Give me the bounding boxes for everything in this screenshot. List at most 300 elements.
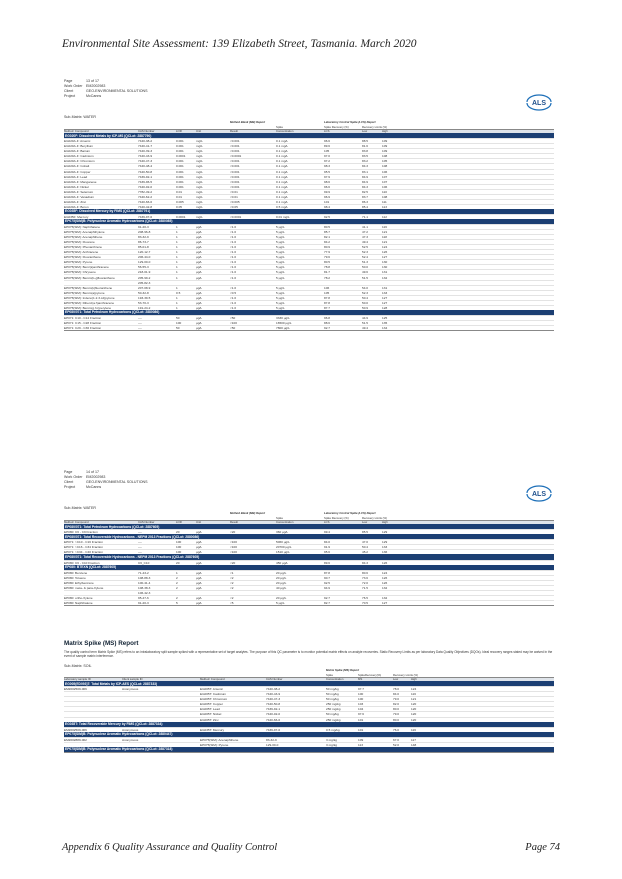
table-cell: 78.2 (324, 275, 331, 280)
table-cell: EG005T: Chromium (200, 697, 228, 702)
table-cell: <1 (230, 570, 234, 575)
table-cell: 1 (176, 275, 178, 280)
meta-key: Page (64, 470, 73, 474)
table-cell: µg/L (196, 255, 203, 260)
table-cell: 86-73-7 (138, 240, 149, 245)
table-cell: 129 (382, 530, 388, 535)
meta-value: 13 of 17 (86, 79, 99, 83)
table-cell: 108-88-3 (138, 575, 151, 580)
meta-row (64, 94, 148, 99)
table-cell: µg/L (196, 575, 203, 580)
table-cell: µg/L (196, 305, 203, 310)
table-cell: <0.0001 (230, 154, 242, 159)
table-cell: <1.0 (230, 300, 237, 305)
group-title: EG035F: Dissolved Mercury by FIMS (QCLot: 2887791) (65, 209, 151, 214)
qc-table-page14 (64, 511, 554, 606)
table-cell: µg/L (196, 545, 203, 550)
table-cell: 7439-97-6 (266, 727, 281, 732)
table-cell: 191-24-2 (138, 305, 151, 310)
table-cell: EM2002889-002 (64, 737, 87, 742)
table-cell: 0.5 mg/kg (326, 727, 340, 732)
table-cell: EG020A-F: Lead (64, 174, 88, 179)
table-cell: 49.4 (362, 325, 369, 330)
table-cell: 250 mg/kg (326, 702, 341, 707)
table-cell: EG020A-F: Vanadium (64, 194, 95, 199)
als-logo (524, 484, 554, 501)
table-cell: EG020A-F: Cobalt (64, 164, 90, 169)
table-cell: 84.3 (362, 184, 369, 189)
table-cell: EG020A-F: Nickel (64, 184, 89, 189)
table-cell: 7440-43-9 (138, 154, 153, 159)
table-cell: 56-55-3 (138, 265, 149, 270)
table-cell: <0.0001 (230, 214, 242, 219)
table-cell: 85.7 (324, 230, 331, 235)
table-cell: 208-96-8 (138, 230, 151, 235)
table-cell: 124 (382, 570, 388, 575)
table-cell: EP075(SIM): Acenaphthene (200, 737, 239, 742)
table-cell: EG020A-F: Beryllium (64, 144, 94, 149)
column-header: Client sample ID (122, 677, 143, 682)
table-cell: µg/L (196, 560, 203, 565)
table-cell: 0.0001 (176, 154, 186, 159)
table-cell: µg/L (196, 250, 203, 255)
table-cell: 16500 µg/L (276, 320, 292, 325)
table-cell: 105 (382, 159, 388, 164)
table-cell: 80.9 (324, 245, 331, 250)
table-cell: 108 (382, 194, 388, 199)
column-header: Laboratory sample ID (64, 677, 91, 682)
column-header: High (411, 677, 417, 682)
table-cell: 49.4 (362, 240, 369, 245)
table-cell: 76.0 (393, 727, 400, 732)
page-meta (64, 79, 148, 99)
table-cell: 79.0 (393, 712, 400, 717)
table-cell: 83.2 (362, 159, 369, 164)
meta-value: EM2002983 (86, 83, 106, 88)
table-cell: µg/L (196, 270, 203, 275)
table-cell: 96.9 (324, 194, 331, 199)
table-cell: 126 (382, 575, 388, 580)
table-cell: 7782-49-2 (138, 189, 153, 194)
table-cell: 2 (176, 580, 178, 585)
table-cell: µg/L (196, 570, 203, 575)
table-cell: 5 µg/L (276, 245, 285, 250)
table-cell: 116 (382, 225, 387, 230)
table-cell: 52.3 (362, 250, 369, 255)
table-cell: 1 (176, 260, 178, 265)
table-cell: 110 (382, 189, 387, 194)
table-cell: 20 µg/L (276, 570, 287, 575)
table-cell: 0.005 (176, 199, 184, 204)
table-cell: 7439-92-1 (266, 707, 281, 712)
table-cell: µg/L (196, 325, 203, 330)
table-cell: <100 (230, 320, 237, 325)
table-cell: 85.5 (362, 530, 369, 535)
table-cell: 89.6 (324, 144, 331, 149)
group-title: EP080/071: Total Recoverable Hydrocarbons - NEPM 2013 Fractions (QCLot: 2880086) (65, 534, 200, 539)
table-cell: EP075(SIM): Benzo(g.h.i)perylene (64, 305, 112, 310)
table-cell: <1.0 (230, 230, 237, 235)
table-cell: 0.1 mg/L (276, 139, 289, 144)
table-cell: 0.1 mg/L (276, 154, 289, 159)
table-cell: 0.1 mg/L (276, 184, 289, 189)
column-header: CAS Number (266, 677, 283, 682)
table-cell: 7440-02-0 (266, 712, 281, 717)
table-cell: 1 (176, 250, 178, 255)
table-cell: <2 (230, 575, 234, 580)
table-cell: 125 (382, 315, 388, 320)
table-cell: 0.1 mg/L (276, 159, 289, 164)
table-cell: 82.7 (324, 600, 331, 605)
table-cell: 100 (358, 692, 364, 697)
group-title: EP080/071: Total Petroleum Hydrocarbons (QCLot: 2887605) (65, 524, 160, 529)
table-cell: 51.3 (362, 260, 369, 265)
table-cell: 0.01 (176, 194, 183, 199)
table-cell: 360 µg/L (276, 530, 289, 535)
table-cell: 53-70-3 (138, 300, 149, 305)
table-cell: 47.3 (362, 235, 369, 240)
table-cell: mg/L (196, 204, 203, 209)
matrix-spike-title: Matrix Spike (MS) Report (64, 640, 139, 647)
table-cell: 92.5 (324, 214, 331, 219)
table-cell: 20700 µg/L (276, 545, 292, 550)
table-cell: 0.1 mg/L (276, 179, 289, 184)
table-cell: 50 mg/kg (326, 697, 339, 702)
table-cell: ---- (138, 325, 143, 330)
table-cell: 120 (411, 702, 417, 707)
table-cell: mg/L (196, 164, 203, 169)
column-header: LCS (324, 520, 330, 525)
table-cell: µg/L (196, 240, 203, 245)
table-cell: 85.4 (362, 204, 369, 209)
table-cell: 99.9 (324, 189, 331, 194)
table-cell: 101 (358, 727, 364, 732)
column-header: Unit (196, 520, 201, 525)
table-cell: 0.001 (176, 149, 184, 154)
column-header: Concentration (276, 129, 294, 134)
table-cell: 0.001 (176, 164, 184, 169)
table-cell: 83.7 (362, 194, 369, 199)
table-cell: 0.1 mg/L (276, 189, 289, 194)
column-header: CAS Number (138, 129, 155, 134)
table-cell: 0.001 (176, 159, 184, 164)
table-cell: EP075(SIM): Acenaphthene (64, 235, 103, 240)
table-cell: 50.4 (362, 545, 369, 550)
table-cell: 1 (176, 235, 178, 240)
table-cell: EG005T: Zinc (200, 717, 219, 722)
table-cell: 1 (176, 270, 178, 275)
table-cell: 124 (382, 245, 388, 250)
table-cell: 0.01 (176, 189, 183, 194)
table-cell: EP071: C29 - C36 Fraction (64, 325, 102, 330)
table-cell: <0.001 (230, 179, 240, 184)
table-cell: 0.1 mg/L (276, 194, 289, 199)
table-cell: <0.005 (230, 199, 240, 204)
table-cell: 73.6 (362, 575, 369, 580)
table-cell: 3 mg/kg (326, 737, 338, 742)
table-cell: 106 (382, 169, 388, 174)
table-cell: 90.7 (324, 575, 331, 580)
group-title: EG035T: Total Recoverable Mercury by FIMS (QCLot: 2887334) (65, 722, 163, 727)
table-cell: <100 (230, 550, 237, 555)
table-cell: Anonymous (122, 737, 139, 742)
table-cell: 5 µg/L (276, 285, 285, 290)
column-header: Result (230, 520, 238, 525)
table-cell: 3 mg/kg (326, 742, 338, 747)
column-header: Spike (326, 672, 333, 677)
table-cell: 82.5 (362, 189, 369, 194)
table-cell: mg/L (196, 214, 203, 219)
table-cell: 7439-97-6 (138, 214, 153, 219)
table-cell: 7440-38-2 (266, 687, 281, 692)
column-header: Method Blank (MB) Report (230, 120, 266, 125)
table-cell: 120 (411, 717, 417, 722)
table-cell: 205-82-3 (138, 280, 151, 285)
table-cell: EG005T: Cadmium (200, 692, 227, 697)
table-cell: 87.8 (324, 570, 331, 575)
table-cell: 206-44-0 (138, 255, 151, 260)
table-cell: EP075(SIM): Anthracene (64, 250, 99, 255)
table-cell: 92.7 (324, 595, 331, 600)
table-cell: 5060 µg/L (276, 540, 290, 545)
table-cell: 96.6 (324, 139, 331, 144)
meta-key: Work Order (64, 83, 83, 88)
table-cell: EM2002509-006 (64, 687, 87, 692)
table-cell: 5 µg/L (276, 275, 285, 280)
table-cell: EG020A-F: Barium (64, 149, 91, 154)
table-cell: mg/L (196, 169, 203, 174)
table-cell: 127 (382, 295, 388, 300)
table-cell: 134 (382, 325, 388, 330)
sub-matrix-label: Sub-Matrix: WATER (64, 506, 96, 510)
table-cell: EP080: C6 - C10 Fraction (64, 560, 100, 565)
table-cell: EP071: C10 - C14 Fraction (64, 315, 102, 320)
table-cell: 87.7 (324, 305, 331, 310)
table-cell: <1.0 (230, 285, 237, 290)
table-cell: 100 (176, 320, 182, 325)
table-cell: 109 (358, 737, 364, 742)
table-cell: EP080: meta- & para-Xylene (64, 585, 104, 590)
table-cell: 96.6 (324, 184, 331, 189)
table-cell: 120 (411, 712, 417, 717)
table-cell: 106-42-3 (138, 590, 151, 595)
group-title: EP075(SIM)B: Polynuclear Aromatic Hydrocarbons (QCLot: 2880447) (65, 732, 173, 737)
table-cell: 83.1 (362, 169, 369, 174)
table-cell: <0.001 (230, 139, 240, 144)
table-cell: 7440-43-9 (266, 692, 281, 697)
table-cell: 92.7 (324, 325, 331, 330)
table-cell: 112 (382, 214, 387, 219)
table-cell: 127 (382, 255, 388, 260)
table-cell: µg/L (196, 295, 203, 300)
table-cell: EG005T: Arsenic (200, 687, 224, 692)
table-cell: EP080: Ethylbenzene (64, 580, 94, 585)
table-cell: 5 µg/L (276, 300, 285, 305)
table-cell: 97.6 (358, 712, 365, 717)
table-cell: 7440-38-2 (138, 139, 153, 144)
table-cell: 5 µg/L (276, 295, 285, 300)
meta-value: 14 of 17 (86, 470, 99, 474)
table-cell: 193-39-5 (138, 295, 151, 300)
table-cell: 78.0 (393, 687, 400, 692)
table-cell: 20 (176, 560, 180, 565)
table-cell: 92.5 (324, 580, 331, 585)
column-header: SpikeRecovery(%) (358, 672, 382, 677)
table-cell: 250 mg/kg (326, 707, 341, 712)
table-cell: <20 (230, 560, 236, 565)
table-cell: 1 (176, 570, 178, 575)
table-cell: EP080: Naphthalene (64, 600, 93, 605)
table-cell: 1 (176, 300, 178, 305)
table-cell: 105 (324, 149, 330, 154)
column-header: Recovery Limits (%) (362, 515, 388, 520)
table-cell: 98.3 (324, 164, 331, 169)
table-cell: 5 µg/L (276, 260, 285, 265)
table-cell: 83-32-9 (266, 737, 277, 742)
table-cell: 88.6 (324, 320, 331, 325)
table-cell: <0.01 (230, 194, 238, 199)
column-header: Laboratory Control Spike (LCS) Report (324, 120, 376, 125)
table-cell: EP080: C6 - C9 Fraction (64, 530, 98, 535)
table-cell: 97.9 (324, 174, 331, 179)
table-cell: EM2002509-006 (64, 727, 87, 732)
table-cell: 107 (382, 179, 388, 184)
meta-value: GEO-ENVIRONMENTAL SOLUTIONS (86, 479, 148, 484)
table-cell: EG020A-F: Arsenic (64, 139, 91, 144)
table-cell: mg/L (196, 184, 203, 189)
table-cell: 7440-39-3 (138, 149, 153, 154)
table-cell: 0.001 (176, 184, 184, 189)
table-cell: 91.9 (324, 545, 331, 550)
table-cell: 91-20-3 (138, 600, 149, 605)
table-cell: 50 mg/kg (326, 687, 339, 692)
table-cell: EP075(SIM): Benzo(k)fluoranthene (64, 285, 113, 290)
table-cell: mg/L (196, 139, 203, 144)
report-page-14 (64, 470, 554, 810)
table-cell: 0.1 mg/L (276, 174, 289, 179)
table-cell: 129 (382, 540, 388, 545)
table-cell: <1.0 (230, 295, 237, 300)
meta-key: Project (64, 484, 76, 489)
meta-value: EM2002983 (86, 474, 106, 479)
table-cell: <1.0 (230, 250, 237, 255)
table-cell: 0.001 (176, 139, 184, 144)
column-header: Recovery Limits (%) (393, 672, 419, 677)
table-cell: 50.0 (362, 300, 369, 305)
table-cell: <20 (230, 530, 236, 535)
table-cell: EG020A-F: Manganese (64, 179, 97, 184)
table-cell: 49.6 (362, 270, 369, 275)
table-cell: EP075(SIM): Pyrene (200, 742, 229, 747)
group-title: EP080/071: Total Petroleum Hydrocarbons (QCLot: 2880086) (65, 310, 160, 315)
table-cell: mg/L (196, 179, 203, 184)
table-cell: 84.3 (362, 560, 369, 565)
table-cell: EG020A-F: Zinc (64, 199, 87, 204)
table-cell: 80.5 (324, 225, 331, 230)
table-cell: EP071: >C16 - C34 Fraction (64, 545, 103, 550)
table-cell: 88.5 (362, 139, 369, 144)
table-cell: EG005T: Lead (200, 707, 220, 712)
table-cell: 100 (176, 545, 182, 550)
group-title: EG020F: Dissolved Metals by ICP-MS (QCLot: 2887790) (65, 133, 152, 138)
table-cell: 2 (176, 595, 178, 600)
table-cell: µg/L (196, 580, 203, 585)
table-cell: 7440-50-8 (266, 702, 281, 707)
table-cell: <1.0 (230, 275, 237, 280)
group-title: EP075(SIM)B: Polynuclear Aromatic Hydrocarbons (QCLot: 2887318) (65, 747, 173, 752)
table-cell: <2 (230, 580, 234, 585)
table-cell: <0.001 (230, 164, 240, 169)
table-cell: 131 (382, 270, 388, 275)
table-cell: 0.001 (176, 169, 184, 174)
footer-appendix-label: Appendix 6 Quality Assurance and Quality Control (62, 842, 278, 853)
table-cell: 100 (176, 540, 182, 545)
table-cell: <2 (230, 595, 234, 600)
column-header: Low (362, 520, 368, 525)
column-header: Method: Compound (64, 520, 89, 525)
table-cell: 1 (176, 240, 178, 245)
column-header: Method: Compound (64, 129, 89, 134)
column-header: High (382, 129, 388, 134)
table-cell: 131 (382, 285, 388, 290)
table-cell: 95.6 (324, 550, 331, 555)
meta-row (64, 485, 148, 490)
table-cell: 127 (382, 300, 388, 305)
table-cell: µg/L (196, 235, 203, 240)
table-cell: EP071: C15 - C28 Fraction (64, 320, 102, 325)
table-cell: µg/L (196, 585, 203, 590)
meta-key: Page (64, 79, 73, 83)
table-cell: EP080: Benzene (64, 570, 88, 575)
als-logo (524, 93, 554, 110)
table-cell: 250 mg/kg (326, 717, 341, 722)
table-cell: <0.5 (230, 290, 237, 295)
column-header: Spike Recovery (%) (324, 515, 349, 520)
table-row (64, 600, 554, 605)
column-header: Concentration (276, 520, 294, 525)
table-cell: 3330 µg/L (276, 315, 290, 320)
table-cell: Anonymous (122, 727, 139, 732)
table-cell: mg/L (196, 149, 203, 154)
table-cell: EP075(SIM): Benzo(b+j)fluoranthene (64, 275, 115, 280)
table-cell: mg/L (196, 159, 203, 164)
table-cell: 67.0 (393, 737, 400, 742)
table-cell: EP075(SIM): Indeno(1.2.3.cd)pyrene (64, 295, 115, 300)
table-cell: <1.0 (230, 255, 237, 260)
table-cell: µg/L (196, 265, 203, 270)
table-cell: EG005T: Copper (200, 702, 224, 707)
table-cell: 0.1 mg/L (276, 144, 289, 149)
table-cell: <0.001 (230, 159, 240, 164)
table-cell: 20 µg/L (276, 575, 287, 580)
meta-key: Project (64, 93, 76, 98)
table-cell: µg/L (196, 225, 203, 230)
table-cell: 0.001 (176, 179, 184, 184)
table-cell: 136 (382, 550, 388, 555)
table-cell: 0.1 mg/L (276, 149, 289, 154)
table-cell: 80.6 (362, 570, 369, 575)
table-cell: <0.001 (230, 144, 240, 149)
table-cell: µg/L (196, 260, 203, 265)
table-cell: 100 (176, 550, 182, 555)
table-cell: <0.001 (230, 149, 240, 154)
table-cell: mg/L (196, 189, 203, 194)
table-cell: 101 (324, 199, 330, 204)
group-title: EP080/071: Total Recoverable Hydrocarbons - NEPM 2013 Fractions (QCLot: 2887605) (65, 554, 200, 559)
table-cell: 84.0 (324, 540, 331, 545)
table-cell: 5 µg/L (276, 240, 285, 245)
table-cell: 1 (176, 285, 178, 290)
